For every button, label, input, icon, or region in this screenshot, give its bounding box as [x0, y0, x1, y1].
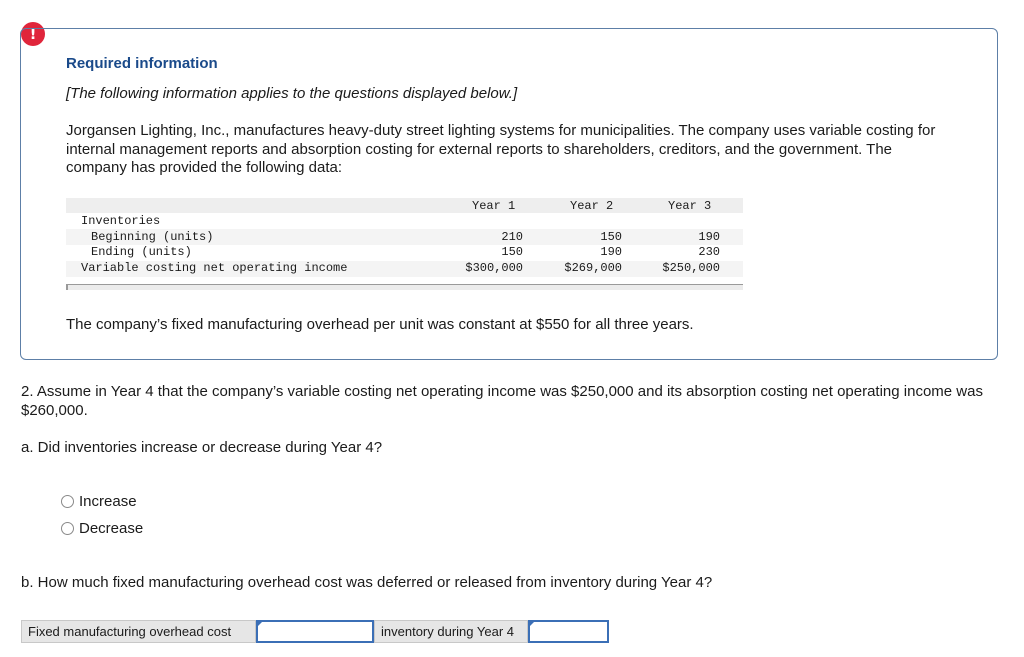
required-information-box [20, 28, 998, 360]
fixed-overhead-note: The company’s fixed manufacturing overhead per unit was constant at $550 for all three years. [66, 316, 694, 333]
radio-button-decrease[interactable] [61, 522, 74, 535]
radio-label-increase[interactable]: Increase [79, 493, 137, 510]
table-header-row [66, 198, 743, 213]
radio-option-decrease[interactable] [61, 520, 143, 537]
answer-input-amount[interactable] [528, 620, 609, 643]
cell-beginning-year-1: 210 [501, 230, 523, 244]
required-information-title: Required information [66, 55, 218, 72]
cell-ending-year-2: 190 [600, 245, 622, 259]
intro-paragraph: Jorgansen Lighting, Inc., manufactures heavy-duty street lighting systems for municipalities. The company uses variable costing for internal management reports and absorption costing for external reports to shareholders, creditors, and the government. The company has provided the following data: [66, 122, 936, 176]
required-information-subtitle: [The following information applies to the questions displayed below.] [66, 85, 518, 102]
radio-label-decrease[interactable]: Decrease [79, 520, 144, 537]
question-part-b: b. How much fixed manufacturing overhead cost was deferred or released from inventory during Year 4? [21, 574, 713, 591]
answer-label-inventory-year-4: inventory during Year 4 [374, 620, 528, 643]
cell-noi-year-2: $269,000 [564, 261, 622, 275]
column-header-year-1: Year 1 [472, 199, 516, 213]
cell-ending-year-3: 230 [698, 245, 720, 259]
cell-beginning-year-3: 190 [698, 230, 720, 244]
radio-button-increase[interactable] [61, 495, 74, 508]
cell-beginning-year-2: 150 [600, 230, 622, 244]
cell-noi-year-3: $250,000 [662, 261, 720, 275]
alert-icon: ! [21, 22, 45, 46]
column-header-year-3: Year 3 [668, 199, 712, 213]
column-header-year-2: Year 2 [570, 199, 614, 213]
radio-option-increase[interactable] [61, 493, 137, 510]
question-2-text: 2. Assume in Year 4 that the company’s variable costing net operating income was $250,000 and its absorption costing net operating income was $260,000. [21, 383, 983, 419]
row-label-beginning: Beginning (units) [91, 230, 214, 244]
section-label-inventories: Inventories [81, 214, 161, 228]
table-scrollbar[interactable] [66, 284, 743, 290]
answer-label-fixed-overhead: Fixed manufacturing overhead cost [21, 620, 256, 643]
cell-noi-year-1: $300,000 [465, 261, 523, 275]
answer-input-deferred-released[interactable] [256, 620, 374, 643]
row-label-variable-costing-noi: Variable costing net operating income [81, 261, 348, 275]
question-part-a: a. Did inventories increase or decrease during Year 4? [21, 439, 383, 456]
row-label-ending: Ending (units) [91, 245, 192, 259]
cell-ending-year-1: 150 [501, 245, 523, 259]
